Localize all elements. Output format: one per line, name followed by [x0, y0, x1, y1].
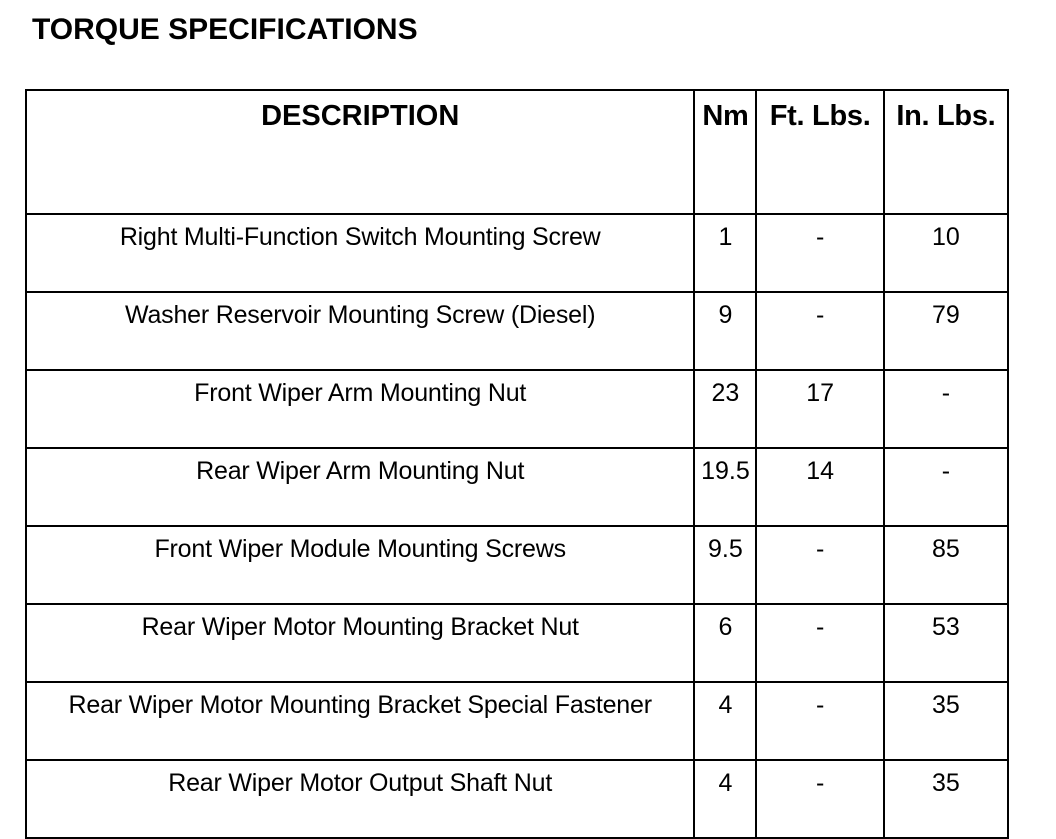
cell-ft-lbs: 17: [756, 370, 883, 448]
cell-in-lbs: 10: [884, 214, 1008, 292]
page-title: TORQUE SPECIFICATIONS: [32, 13, 418, 46]
cell-description: Right Multi-Function Switch Mounting Screw: [26, 214, 694, 292]
cell-description: Rear Wiper Arm Mounting Nut: [26, 448, 694, 526]
cell-in-lbs: -: [884, 370, 1008, 448]
cell-in-lbs: -: [884, 448, 1008, 526]
table-row: [26, 526, 1008, 604]
cell-ft-lbs: -: [756, 682, 883, 760]
cell-description: Washer Reservoir Mounting Screw (Diesel): [26, 292, 694, 370]
cell-description: Front Wiper Arm Mounting Nut: [26, 370, 694, 448]
cell-ft-lbs: -: [756, 214, 883, 292]
cell-nm: 4: [694, 760, 756, 838]
cell-ft-lbs: -: [756, 292, 883, 370]
table-row: [26, 760, 1008, 838]
header-in-lbs: In. Lbs.: [884, 90, 1008, 214]
table-row: [26, 214, 1008, 292]
cell-nm: 1: [694, 214, 756, 292]
cell-nm: 6: [694, 604, 756, 682]
cell-ft-lbs: -: [756, 526, 883, 604]
cell-in-lbs: 53: [884, 604, 1008, 682]
cell-description: Rear Wiper Motor Mounting Bracket Special Fastener: [26, 682, 694, 760]
cell-nm: 23: [694, 370, 756, 448]
cell-in-lbs: 85: [884, 526, 1008, 604]
cell-nm: 9.5: [694, 526, 756, 604]
header-description: DESCRIPTION: [26, 90, 694, 214]
table-row: [26, 604, 1008, 682]
header-row: [26, 90, 1008, 214]
cell-description: Front Wiper Module Mounting Screws: [26, 526, 694, 604]
table-header: [26, 90, 1008, 214]
header-ft-lbs: Ft. Lbs.: [756, 90, 883, 214]
cell-nm: 9: [694, 292, 756, 370]
table-row: [26, 292, 1008, 370]
table-body: [26, 214, 1008, 838]
cell-in-lbs: 79: [884, 292, 1008, 370]
cell-ft-lbs: -: [756, 604, 883, 682]
table-row: [26, 682, 1008, 760]
table-row: [26, 370, 1008, 448]
cell-in-lbs: 35: [884, 682, 1008, 760]
header-nm: Nm: [694, 90, 756, 214]
cell-description: Rear Wiper Motor Output Shaft Nut: [26, 760, 694, 838]
cell-nm: 19.5: [694, 448, 756, 526]
cell-nm: 4: [694, 682, 756, 760]
cell-in-lbs: 35: [884, 760, 1008, 838]
cell-description: Rear Wiper Motor Mounting Bracket Nut: [26, 604, 694, 682]
torque-specifications-table: [25, 89, 1009, 839]
cell-ft-lbs: -: [756, 760, 883, 838]
cell-ft-lbs: 14: [756, 448, 883, 526]
table-row: [26, 448, 1008, 526]
